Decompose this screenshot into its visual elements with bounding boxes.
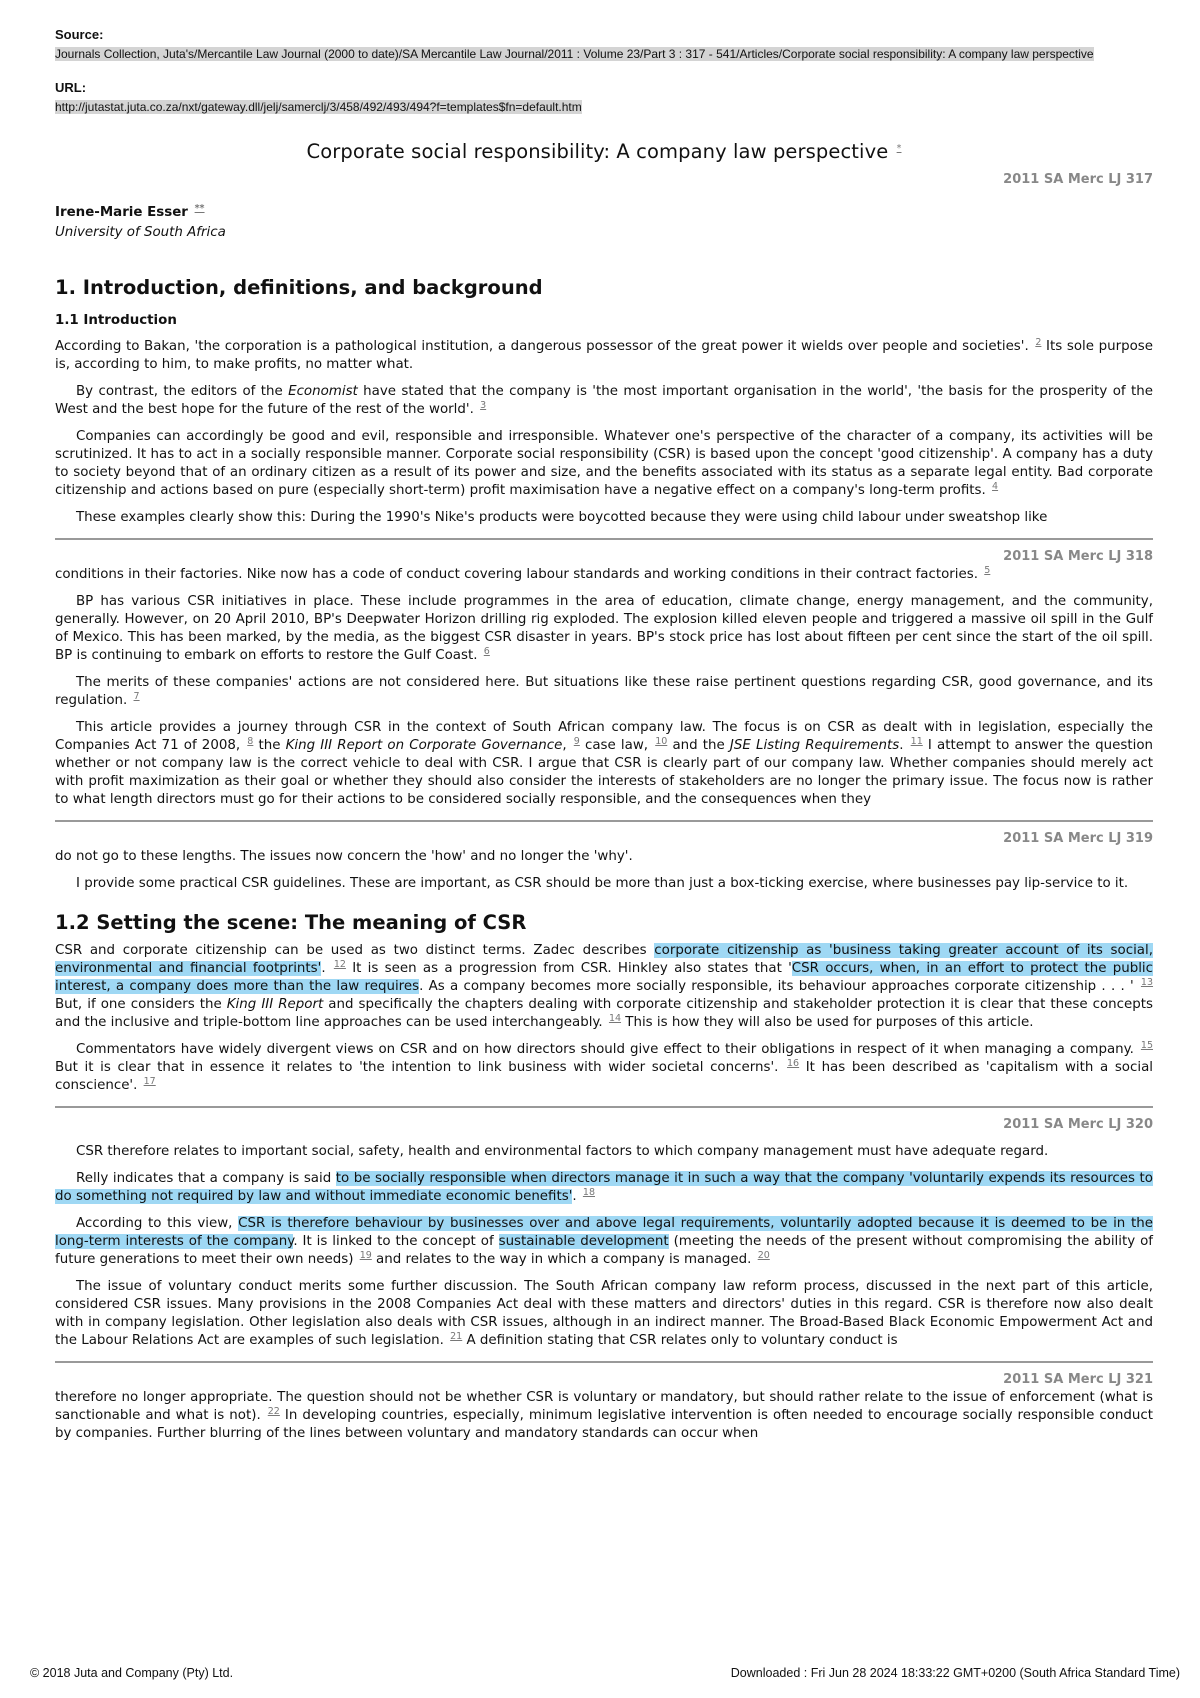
footnote-link[interactable]: 17 — [143, 1075, 156, 1087]
page-reference: 2011 SA Merc LJ 321 — [1003, 1372, 1153, 1387]
footnote-link[interactable]: 21 — [450, 1330, 463, 1342]
page-break — [55, 1106, 1153, 1108]
footnote-link[interactable]: 4 — [992, 480, 999, 492]
subsection-heading: 1.1 Introduction — [55, 313, 177, 328]
footnote-link[interactable]: 19 — [359, 1249, 372, 1261]
paragraph: According to this view, CSR is therefore behaviour by businesses over and above legal requirements, voluntarily adopted because it is deemed to be in the long-term interests of the company. It is linked to the concept of sustainable development (meeting the needs of the present without compromising the ability of future generations to meet their own needs) $^{19}$ and relates to the way in which a company is managed. $^{20}$ — [55, 1216, 1154, 1267]
section-heading: 1. Introduction, definitions, and background — [55, 276, 543, 299]
paragraph: These examples clearly show this: During the 1990's Nike's products were boycotted because they were using child labour under sweatshop like — [76, 510, 1048, 525]
page-reference: 2011 SA Merc LJ 317 — [1003, 172, 1153, 187]
footnote-link[interactable]: 18 — [582, 1186, 595, 1198]
footnote-link[interactable]: 12 — [333, 958, 346, 970]
footer-copyright: © 2018 Juta and Company (Pty) Ltd. — [30, 1666, 234, 1680]
highlighted-text: CSR occurs, when, in an effort to protect the public interest, a company does more than the law requires — [55, 961, 1153, 994]
page-break — [55, 1361, 1153, 1363]
paragraph: According to Bakan, 'the corporation is a pathological institution, a dangerous possessor of the great power it wields over people and societies'. $^2$ Its sole purpose is, according to him, to make profits, no matter what. — [55, 336, 1153, 372]
paragraph: I provide some practical CSR guidelines. These are important, as CSR should be more than just a box-ticking exercise, where businesses pay lip-service to it. — [76, 876, 1129, 891]
page-reference: 2011 SA Merc LJ 320 — [1003, 1117, 1153, 1132]
footnote-link[interactable]: 13 — [1140, 976, 1154, 988]
document-page — [55, 26, 1153, 1443]
section-heading: 1.2 Setting the scene: The meaning of CSR — [55, 911, 527, 934]
source-label: Source: — [55, 27, 104, 42]
paragraph: The merits of these companies' actions are not considered here. But situations like these raise pertinent questions regarding CSR, good governance, and its regulation. $^7$ — [55, 675, 1153, 708]
url-text[interactable]: http://jutastat.juta.co.za/nxt/gateway.dll/jelj/samerclj/3/458/492/493/494?f=templates$fn=default.htm — [55, 100, 582, 114]
paragraph: CSR and corporate citizenship can be used as two distinct terms. Zadec describes corporate citizenship as 'business taking greater account of its social, environmental and financial footprints'. $^{12}$ It is seen as a progression from CSR. Hinkley also states that 'CSR occurs, when, in an effort to protect the public interest, a company does more than the law requires. As a company becomes more socially responsible, its behaviour approaches corporate citizenship . . . ' $^{13}$ But, if one considers the King III Report and specifically the chapters dealing with corporate citizenship and stakeholder protection it is clear that these concepts and the inclusive and triple-bottom line approaches can be used interchangeably. $^{14}$ This is how they will also be used for purposes of this article. — [55, 943, 1154, 1030]
paragraph: Commentators have widely divergent views on CSR and on how directors should give effect to their obligations in respect of it when managing a company. $^{15}$ But it is clear that in essence it relates to 'the intention to link business with wider societal concerns'. $^{16}$ It has been described as 'capitalism with a social conscience'. $^{17}$ — [55, 1039, 1153, 1093]
footnote-link[interactable]: 10 — [655, 735, 668, 747]
page-break — [55, 538, 1153, 540]
highlighted-text: corporate citizenship as 'business taking greater account of its social, environmental and financial footprints' — [55, 943, 1153, 976]
paragraph: The issue of voluntary conduct merits some further discussion. The South African company law reform process, discussed in the next part of this article, considered CSR issues. Many provisions in the 2008 Companies Act deal with these matters and directors' duties in this regard. CSR is therefore now also dealt with in company legislation. Other legislation also deals with CSR issues, although in an indirect manner. The Broad-Based Black Economic Empowerment Act and the Labour Relations Act are examples of such legislation. $^{21}$ A definition stating that CSR relates only to voluntary conduct is — [55, 1279, 1153, 1348]
paragraph: Relly indicates that a company is said to be socially responsible when directors manage it in such a way that the company 'voluntarily expends its resources to do something not required by law and without immediate economic benefits'. $^{18}$ — [55, 1171, 1153, 1204]
highlighted-text: CSR is therefore behaviour by businesses over and above legal requirements, voluntarily adopted because it is deemed to be in the long-term interests of the company — [55, 1216, 1153, 1249]
footer-download-info: Downloaded : Fri Jun 28 2024 18:33:22 GMT+0200 (South Africa Standard Time) — [730, 1666, 1180, 1680]
footnote-link[interactable]: * — [896, 142, 902, 154]
paragraph: CSR therefore relates to important social, safety, health and environmental factors to which company management must have adequate regard. — [76, 1144, 1049, 1159]
page-reference: 2011 SA Merc LJ 319 — [1003, 831, 1153, 846]
source-text: Journals Collection, Juta's/Mercantile Law Journal (2000 to date)/SA Mercantile Law Journal/2011 : Volume 23/Part 3 : 317 - 541/Articles/Corporate social responsibility: A company law perspective — [55, 47, 1094, 61]
url-label: URL: — [55, 80, 87, 95]
footnote-link[interactable]: 9 — [573, 735, 580, 747]
footnote-link[interactable]: 7 — [133, 690, 140, 702]
page-break — [55, 820, 1153, 822]
paragraph: therefore no longer appropriate. The question should not be whether CSR is voluntary or mandatory, but should rather relate to the issue of enforcement (what is sanctionable and what is not). $^{22}$ In developing countries, especially, minimum legislative intervention is often needed to encourage socially responsible conduct by companies. Further blurring of the lines between voluntary and mandatory standards can occur when — [55, 1390, 1153, 1441]
footnote-link[interactable]: 15 — [1140, 1039, 1153, 1051]
highlighted-text: sustainable development — [498, 1234, 669, 1249]
paragraph: conditions in their factories. Nike now has a code of conduct covering labour standards and working conditions in their contract factories. $^5$ — [55, 564, 991, 582]
footnote-link[interactable]: 8 — [247, 735, 254, 747]
footnote-link[interactable]: 5 — [984, 564, 991, 576]
author-affiliation: University of South Africa — [55, 225, 226, 240]
footnote-link[interactable]: 11 — [910, 735, 923, 747]
paragraph: do not go to these lengths. The issues now concern the 'how' and no longer the 'why'. — [55, 849, 633, 864]
paragraph: This article provides a journey through CSR in the context of South African company law. The focus is on CSR as dealt with in legislation, especially the Companies Act 71 of 2008, $^8$ the King III Report on Corporate Governance, $^9$ case law, $^{10}$ and the JSE Listing Requirements. $^{11}$ I attempt to answer the question whether or not company law is the correct vehicle to deal with CSR. I argue that CSR is clearly part of our company law. Whether companies should merely act with profit maximization as their goal or whether they should also consider the interests of stakeholders are no longer the primary issue. The focus now is rather to what length directors must go for their actions to be considered socially responsible, and the consequences when they — [55, 720, 1154, 807]
paragraph: Companies can accordingly be good and evil, responsible and irresponsible. Whatever one's perspective of the character of a company, its activities will be scrutinized. It has to act in a socially responsible manner. Corporate social responsibility (CSR) is based upon the concept 'good citizenship'. A company has a duty to society beyond that of an ordinary citizen as a result of its power and size, and the benefits associated with its status as a separate legal entity. Bad corporate citizenship and actions based on pure (especially short-term) profit maximisation have a negative effect on a company's long-term profits. $^4$ — [55, 429, 1153, 498]
footnote-link[interactable]: 2 — [1035, 336, 1042, 348]
page-reference: 2011 SA Merc LJ 318 — [1003, 549, 1153, 564]
footnote-link[interactable]: 14 — [608, 1012, 622, 1024]
footnote-link[interactable]: ** — [194, 202, 205, 214]
paragraph: By contrast, the editors of the Economist have stated that the company is 'the most important organisation in the world', 'the basis for the prosperity of the West and the best hope for the future of the rest of the world'. $^3$ — [55, 384, 1153, 417]
paragraph: BP has various CSR initiatives in place. These include programmes in the area of education, climate change, energy management, and the community, generally. However, on 20 April 2010, BP's Deepwater Horizon drilling rig exploded. The explosion killed eleven people and triggered a massive oil spill in the Gulf of Mexico. This has been marked, by the media, as the biggest CSR disaster in years. BP's stock price has lost about fifteen per cent since the start of the oil spill. BP is continuing to embark on efforts to restore the Gulf Coast. $^6$ — [55, 594, 1153, 663]
footnote-link[interactable]: 16 — [787, 1057, 800, 1069]
footnote-link[interactable]: 20 — [757, 1249, 770, 1261]
footnote-link[interactable]: 3 — [480, 399, 487, 411]
author-name: Irene-Marie Esser ** — [55, 202, 205, 220]
footnote-link[interactable]: 22 — [267, 1405, 280, 1417]
footnote-link[interactable]: 6 — [483, 645, 490, 657]
article-title: Corporate social responsibility: A company law perspective * — [306, 140, 902, 163]
highlighted-text: to be socially responsible when directors manage it in such a way that the company 'voluntarily expends its resources to do something not required by law and without immediate economic benefits' — [55, 1171, 1153, 1204]
